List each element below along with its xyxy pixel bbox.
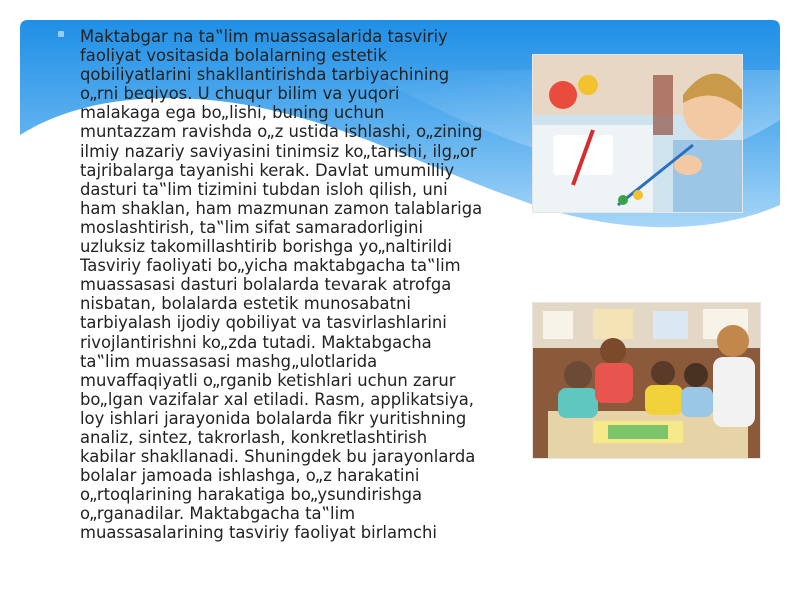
body-text-block: [58, 27, 498, 600]
body-text-line: kabilar shakllanadi. Shuningdek bu jarayonlarda: [80, 447, 476, 467]
body-text-line: malakaga ega bo„lishi, buning uchun: [80, 103, 385, 123]
child-painting-photo: [532, 54, 743, 213]
body-text-line: muntazzam ravishda o„z ustida ishlashi, o„zining: [80, 122, 483, 142]
body-text-line: bolalar jamoada ishlashga, o„z harakatini: [80, 466, 420, 486]
body-text-line: qobiliyatlarini shakllantirishda tarbiyachining: [80, 65, 450, 85]
body-text-line: tajribalarga tayanishi kerak. Davlat umumilliy: [80, 160, 455, 180]
body-text-line: muvaffaqiyatli o„rganib ketishlari uchun zarur: [80, 370, 456, 390]
square-bullet-icon: [58, 31, 64, 37]
body-text-line: muassasalarining tasviriy faoliyat birlamchi: [80, 523, 437, 543]
body-text-line: o„rganadilar. Maktabgacha ta‟lim: [80, 504, 356, 524]
body-text-line: analiz, sintez, takrorlash, konkretlashtirish: [80, 427, 428, 447]
body-text-line: rivojlantirishni ko„zda tutadi. Maktabgacha: [80, 332, 432, 352]
body-text-line: dasturi ta‟lim tizimini tubdan isloh qilish, uni: [80, 179, 448, 199]
body-text-line: ilmiy nazariy saviyasini tinimsiz ko„tarishi, ilg„or: [80, 141, 477, 161]
body-text-line: o„rtoqlarining harakatiga bo„ysundirishga: [80, 485, 423, 505]
body-text-line: muassasasi dasturi bolalarda tevarak atrofga: [80, 275, 452, 295]
body-text-line: uzluksiz takomillashtirib borishga yo„naltirildi: [80, 237, 452, 257]
body-text-line: Tasviriy faoliyati bo„yicha maktabgacha ta‟lim: [80, 256, 461, 276]
children-at-table-photo: [532, 302, 761, 459]
body-text-line: Maktabgar na ta‟lim muassasalarida tasviriy: [80, 27, 448, 46]
body-text-line: ta‟lim muassasasi mashg„ulotlarida: [80, 351, 378, 371]
body-paragraph: [80, 27, 498, 543]
body-text-line: loy ishlari jarayonida bolalarda fikr yuritishning: [80, 408, 467, 428]
body-text-line: bo„lgan vazifalar xal etiladi. Rasm, applikatsiya,: [80, 389, 474, 409]
body-text-line: o„rni beqiyos. U chuqur bilim va yuqori: [80, 84, 400, 104]
body-text-line: faoliyat vositasida bolalarning estetik: [80, 46, 388, 66]
body-text-line: tarbiyalash ijodiy qobiliyat va tasvirlashlarini: [80, 313, 447, 333]
body-text-line: moslashtirish, ta‟lim sifat samaradorligini: [80, 217, 424, 237]
body-text-line: ham shaklan, ham mazmunan zamon talablariga: [80, 198, 483, 218]
body-text-line: nisbatan, bolalarda estetik munosabatni: [80, 294, 411, 314]
